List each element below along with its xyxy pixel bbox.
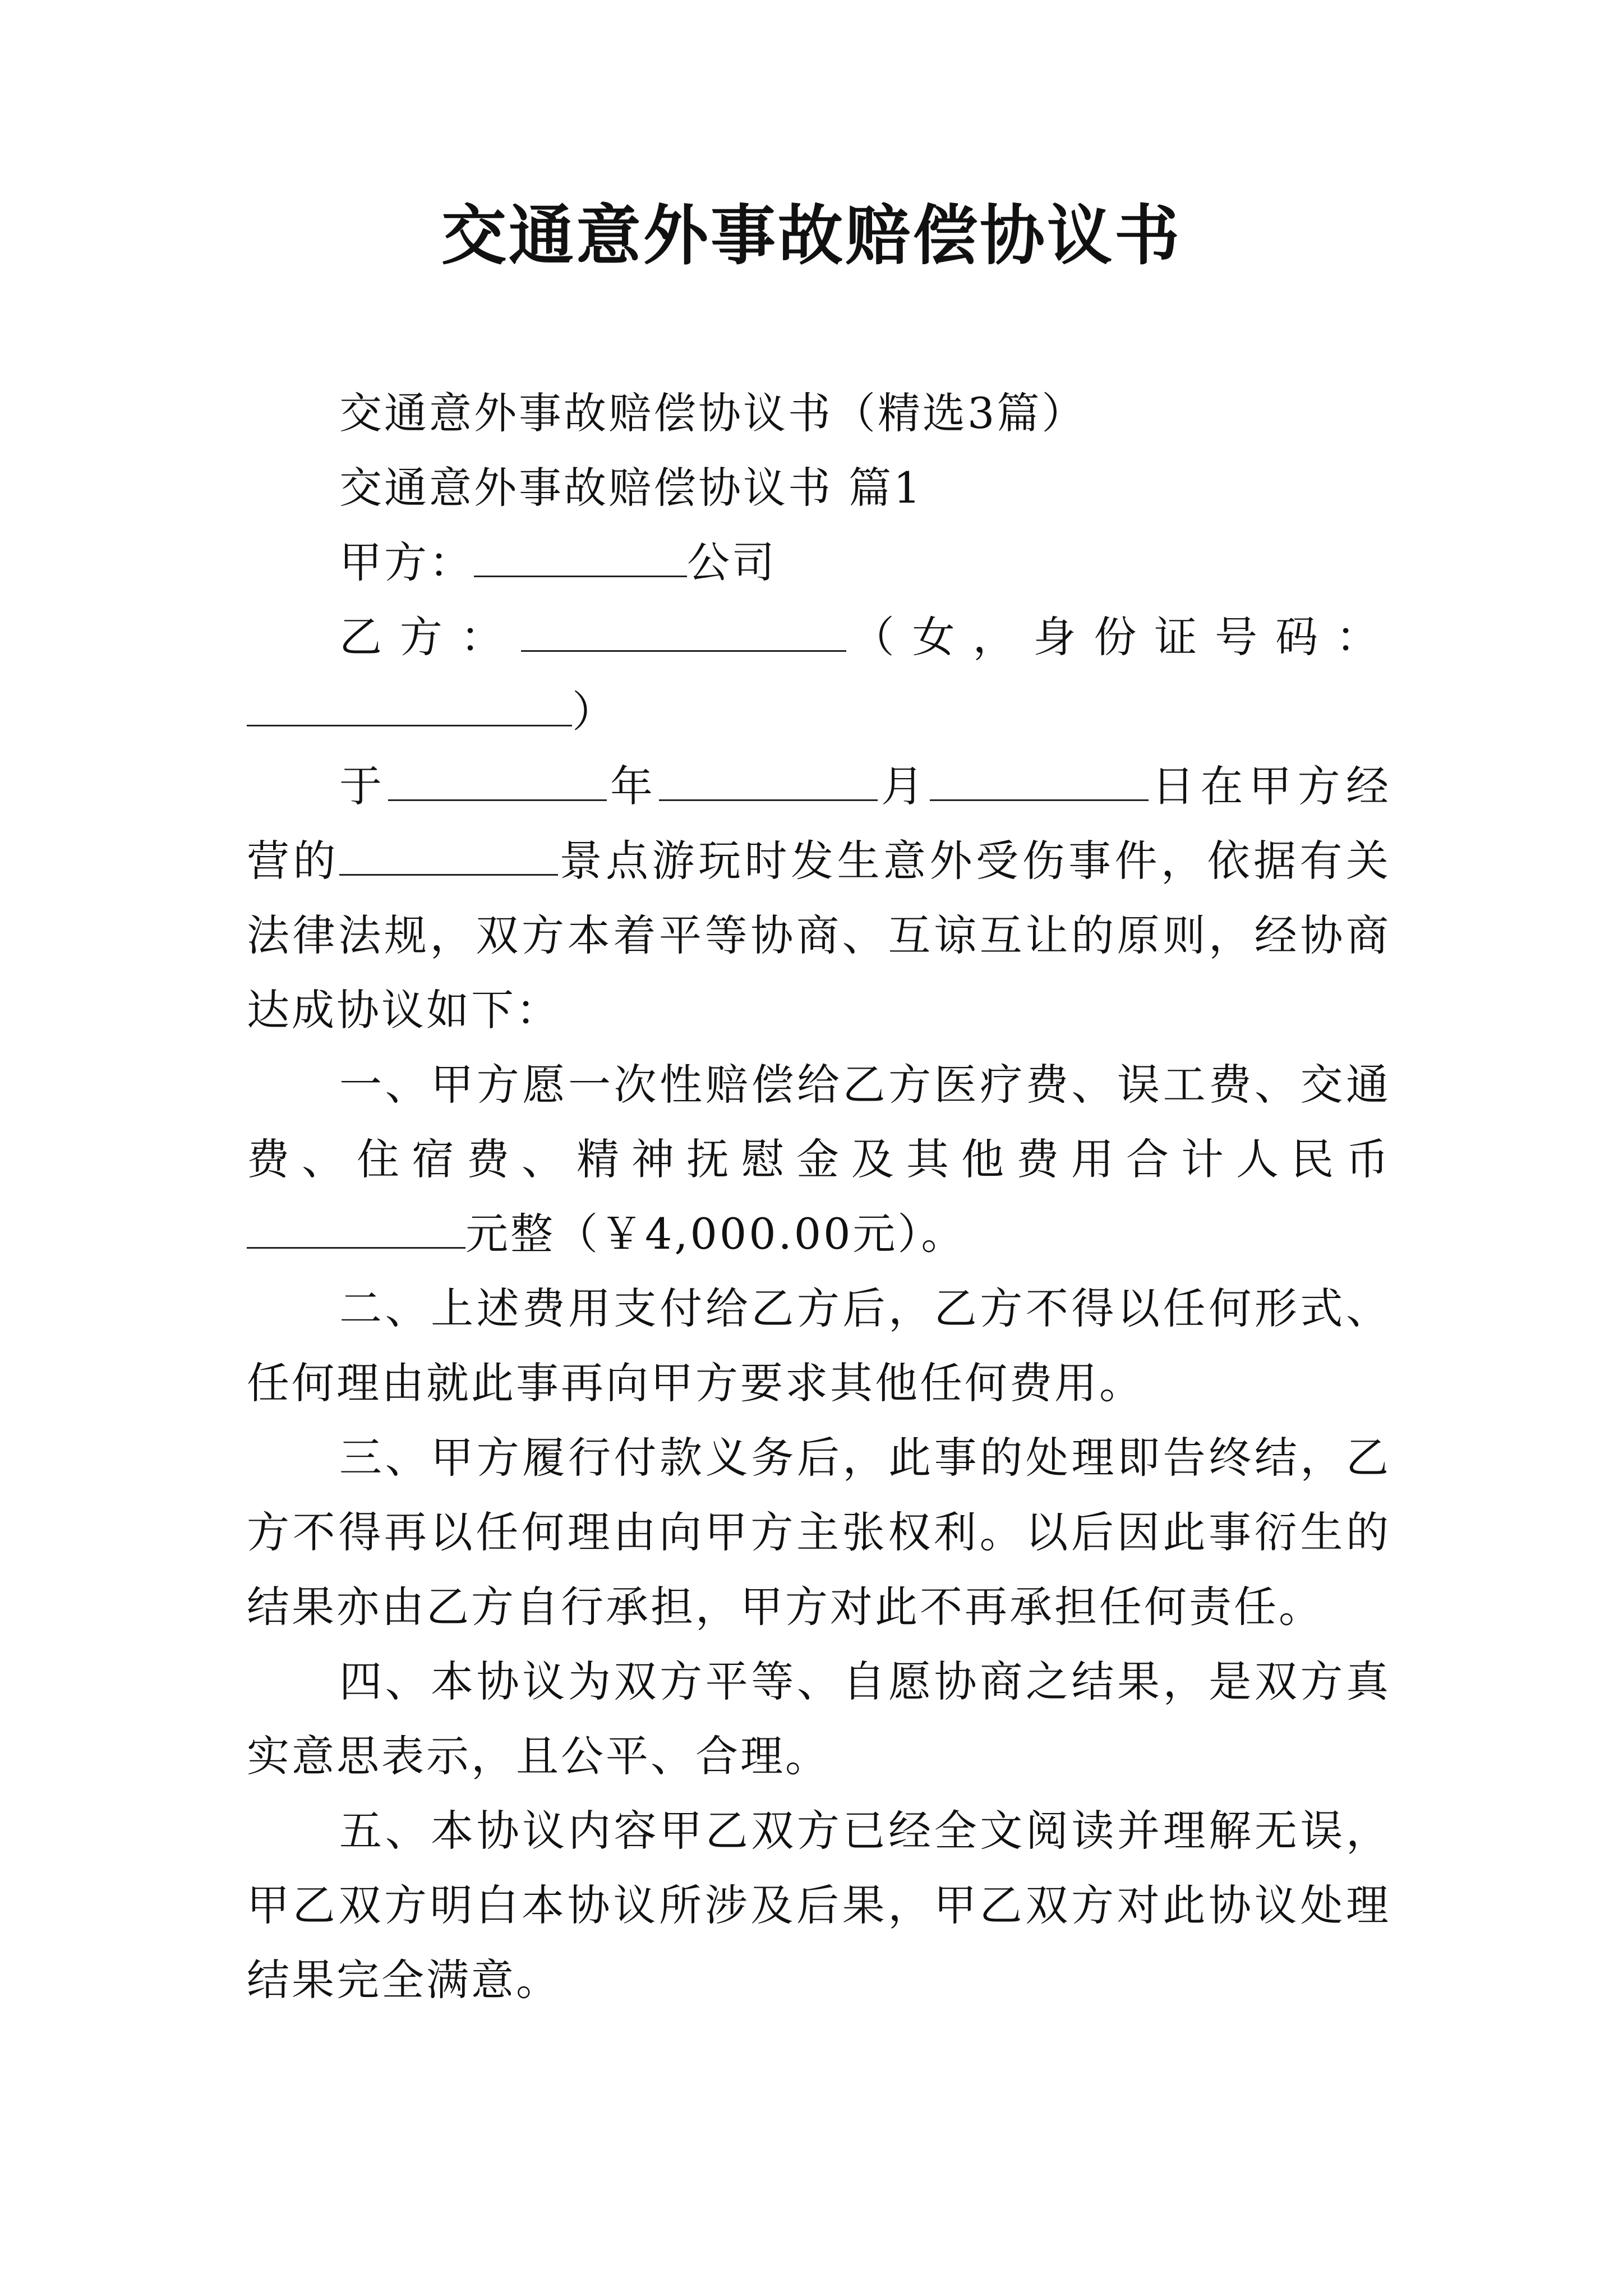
clause-4: 四、本协议为双方平等、自愿协商之结果，是双方真实意思表示，且公平、合理。	[247, 1657, 1391, 1781]
party-a-line	[247, 525, 1391, 600]
party-a-blank	[474, 540, 687, 577]
month-blank	[659, 763, 878, 801]
clause-2: 二、上述费用支付给乙方后，乙方不得以任何形式、任何理由就此事再向甲方要求其他任何费用。	[247, 1283, 1391, 1408]
day-text: 日在甲方经营的	[247, 761, 1391, 886]
party-b-close: ）	[572, 687, 627, 737]
document-subtitle: 交通意外事故赔偿协议书（精选3篇）	[339, 388, 1087, 438]
intro-rest: 景点游玩时发生意外受伤事件，依据有关法律法规，双方本着平等协商、互谅互让的原则，经协商达成协议如下：	[247, 836, 1391, 1035]
clause-5: 五、本协议内容甲乙双方已经全文阅读并理解无误，甲乙双方明白本协议所涉及后果，甲乙双方对此协议处理结果完全满意。	[247, 1806, 1391, 2005]
clause-3: 三、甲方履行付款义务后，此事的处理即告终结，乙方不得再以任何理由向甲方主张权利。以后因此事衍生的结果亦由乙方自行承担，甲方对此不再承担任何责任。	[247, 1433, 1391, 1632]
clause-1-text: 一、甲方愿一次性赔偿给乙方医疗费、误工费、交通费、住宿费、精神抚慰金及其他费用合计人民币	[247, 1060, 1391, 1184]
intro-prefix: 于	[339, 761, 388, 811]
clause-1	[247, 1047, 1391, 1271]
year-label: 年	[606, 761, 659, 811]
party-b-label: 乙方：	[339, 612, 521, 662]
month-label: 月	[877, 761, 930, 811]
section-heading: 交通意外事故赔偿协议书 篇1	[339, 463, 923, 513]
clause-1-suffix: 元整（￥4,000.00元）。	[465, 1209, 966, 1259]
party-b-line	[247, 600, 1391, 749]
document-body	[247, 376, 1391, 2017]
party-b-id-label: （女，身份证号码：	[846, 612, 1391, 662]
amount-blank	[247, 1211, 465, 1249]
day-blank	[930, 763, 1149, 801]
party-b-id-blank	[247, 689, 572, 726]
party-b-name-blank	[521, 614, 846, 652]
intro-paragraph	[247, 749, 1391, 1047]
party-a-suffix: 公司	[687, 537, 777, 587]
document-title: 交通意外事故赔偿协议书	[441, 197, 1182, 274]
year-blank	[388, 763, 607, 801]
venue-blank	[339, 838, 558, 876]
party-a-label: 甲方：	[339, 537, 474, 587]
